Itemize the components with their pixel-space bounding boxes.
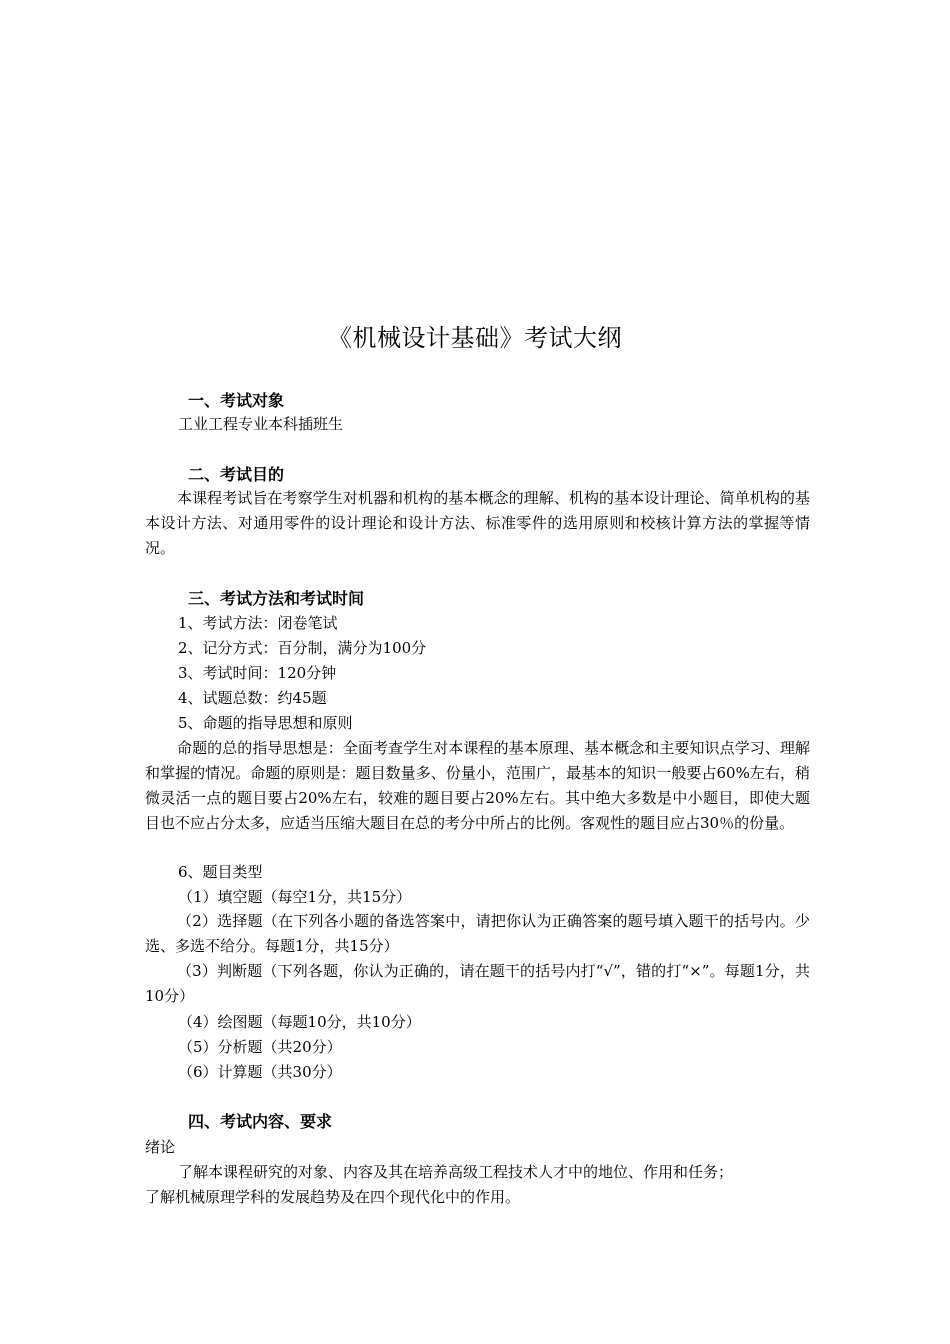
exam-method-item: 1、考试方法：闭卷笔试 [178,614,338,632]
section-heading-exam-method: 三、考试方法和考试时间 [188,589,365,608]
section-heading-exam-content: 四、考试内容、要求 [188,1112,333,1131]
principle-paragraph: 命题的总的指导思想是：全面考查学生对本课程的基本原理、基本概念和主要知识点学习、理解和掌握的情况。命题的原则是：题目数量多、份量小，范围广，最基本的知识一般要占60%左右，稍微灵活一点的题目要占20%左右，较难的题目要占20%左右。其中绝大多数是中小题目，即使大题目也不应占分太多，应适当压缩大题目在总的考分中所占的比例。客观性的题目应占30％的份量。 [145,739,810,832]
exam-method-item: 5、命题的指导思想和原则 [178,714,353,732]
introduction-line-2: 了解机械原理学科的发展趋势及在四个现代化中的作用。 [145,1188,521,1206]
exam-method-item: 4、试题总数：约45题 [178,689,327,707]
question-types-heading: 6、题目类型 [178,863,263,881]
question-type-analysis: （5）分析题（共20分） [178,1038,342,1056]
question-type-drawing: （4）绘图题（每题10分，共10分） [178,1013,421,1031]
question-type-true-false: （3）判断题（下列各题，你认为正确的，请在题干的括号内打“√”，错的打“×”。每题1分，共10分） [145,962,810,1005]
section-heading-exam-purpose: 二、考试目的 [188,465,285,484]
exam-method-item: 3、考试时间：120分钟 [178,664,337,682]
question-type-multiple-choice: （2）选择题（在下列各小题的备选答案中，请把你认为正确答案的题号填入题干的括号内。少选、多选不给分。每题1分，共15分） [145,912,810,955]
exam-purpose-paragraph: 本课程考试旨在考察学生对机器和机构的基本概念的理解、机构的基本设计理论、简单机构的基本设计方法、对通用零件的设计理论和设计方法、标准零件的选用原则和校核计算方法的掌握等情况。 [145,489,810,557]
question-type-calculation: （6）计算题（共30分） [178,1063,342,1081]
introduction-line-1: 了解本课程研究的对象、内容及其在培养高级工程技术人才中的地位、作用和任务； [178,1163,734,1181]
document-title: 《机械设计基础》考试大纲 [328,324,622,352]
section-heading-exam-target: 一、考试对象 [188,391,285,410]
question-type-fill-blank: （1）填空题（每空1分，共15分） [178,888,412,906]
exam-target-text: 工业工程专业本科插班生 [178,415,344,433]
subsection-introduction: 绪论 [145,1138,176,1156]
exam-method-item: 2、记分方式：百分制，满分为100分 [178,639,427,657]
